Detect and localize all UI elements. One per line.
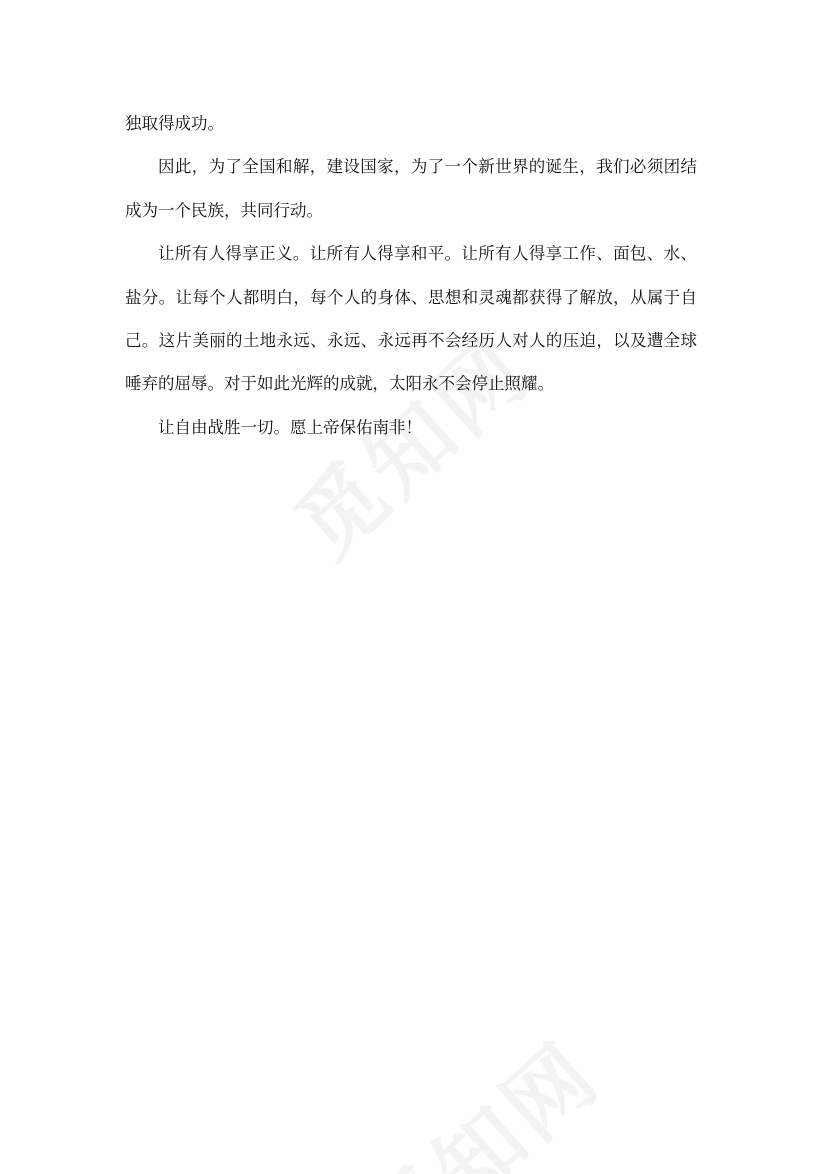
document-body — [125, 102, 697, 449]
paragraph-3: 让所有人得享正义。让所有人得享和平。让所有人得享工作、面包、水、盐分。让每个人都明白，每个人的身体、思想和灵魂都获得了解放，从属于自己。这片美丽的土地永远、永远、永远再不会经历人对人的压迫，以及遭全球唾弃的屈辱。对于如此光辉的成就，太阳永不会停止照耀。 — [125, 244, 697, 394]
paragraph-4: 让自由战胜一切。愿上帝保佑南非！ — [158, 417, 422, 437]
watermark — [334, 1009, 622, 1174]
paragraph-2: 因此，为了全国和解，建设国家，为了一个新世界的诞生，我们必须团结成为一个民族，共同行动。 — [125, 157, 697, 220]
paragraph-1: 独取得成功。 — [125, 114, 224, 133]
